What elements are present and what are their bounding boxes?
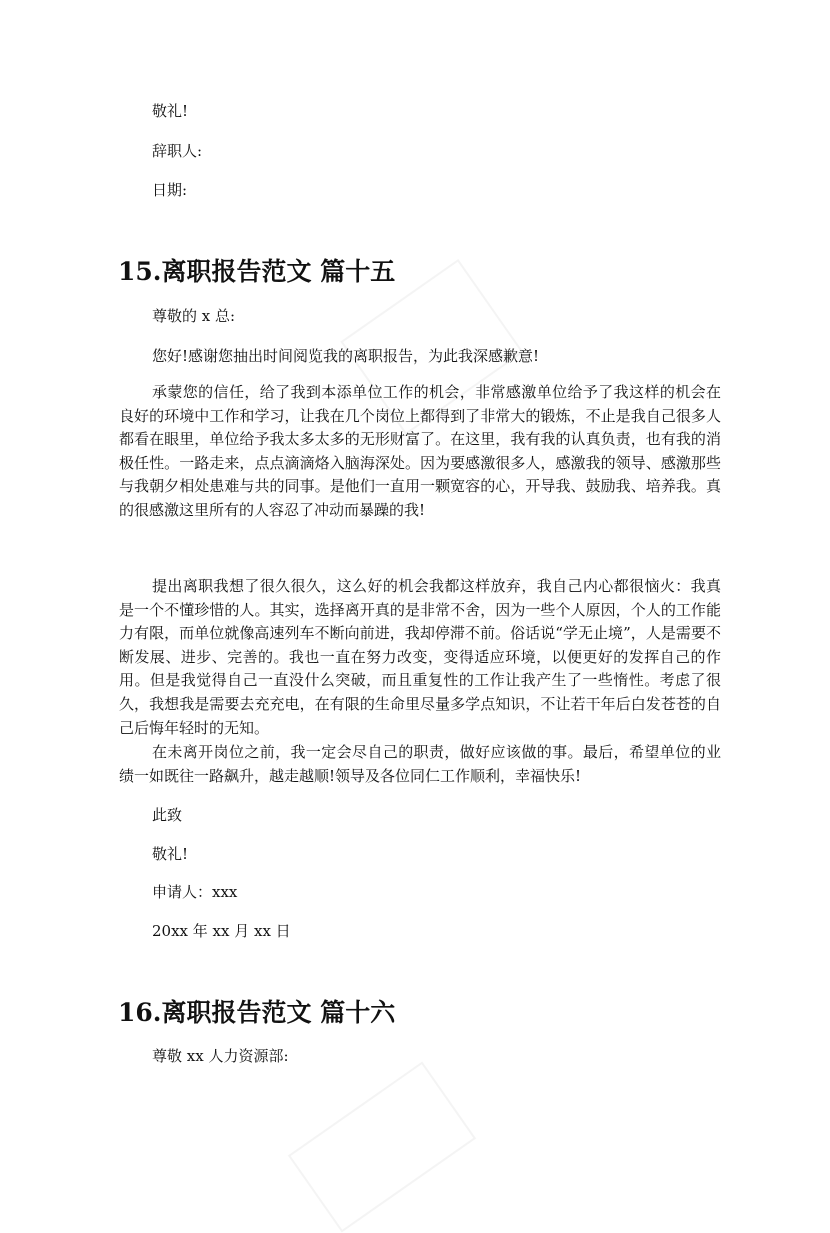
watermark-shape: [288, 1061, 476, 1232]
section-16-heading: 16.离职报告范文 篇十六: [118, 998, 396, 1027]
paragraph-reason: 提出离职我想了很久很久，这么好的机会我都这样放弃，我自己内心都很恼火：我真是一个不懂珍惜的人。其实，选择离开真的是非常不舍，因为一些个人原因，个人的工作能力有限，而单位就像高速列车不断向前进，我却停滞不前。俗话说“学无止境”，人是需要不断发展、进步、完善的。我也一直在努力改变，变得适应环境，以便更好的发挥自己的作用。但是我觉得自己一直没什么突破，而且重复性的工作让我产生了一些惰性。考虑了很久，我想我是需要去充充电，在有限的生命里尽量多学点知识，不让若干年后白发苍苍的自己后悔年轻时的无知。: [119, 577, 721, 737]
paragraph-closing: 在未离开岗位之前，我一定会尽自己的职责，做好应该做的事。最后，希望单位的业绩一如既往一路飙升，越走越顺!领导及各位同仁工作顺利，幸福快乐!: [119, 743, 721, 785]
closing-salutation: 此致: [152, 806, 183, 824]
applicant-line: 申请人：xxx: [152, 883, 238, 901]
salutation: 尊敬 xx 人力资源部:: [152, 1047, 289, 1065]
section-15-heading: 15.离职报告范文 篇十五: [118, 257, 396, 286]
closing-regards: 敬礼!: [152, 102, 189, 120]
paragraph-gratitude: 承蒙您的信任，给了我到本添单位工作的机会，非常感激单位给予了我这样的机会在良好的环境中工作和学习，让我在几个岗位上都得到了非常大的锻炼，不止是我自己很多人都看在眼里，单位给予我太多太多的无形财富了。在这里，我有我的认真负责，也有我的消极任性。一路走来，点点滴滴烙入脑海深处。因为要感激很多人，感激我的领导、感激那些与我朝夕相处患难与共的同事。是他们一直用一颗宽容的心，开导我、鼓励我、培养我。真的很感激这里所有的人容忍了冲动而暴躁的我!: [119, 383, 721, 519]
date-label: 日期:: [152, 181, 188, 199]
date-line: 20xx 年 xx 月 xx 日: [152, 922, 291, 940]
greeting-paragraph: 您好!感谢您抽出时间阅览我的离职报告，为此我深感歉意!: [152, 347, 540, 365]
closing-regards: 敬礼!: [152, 845, 189, 863]
resigner-label: 辞职人:: [152, 142, 203, 160]
salutation: 尊敬的 x 总:: [152, 307, 236, 325]
